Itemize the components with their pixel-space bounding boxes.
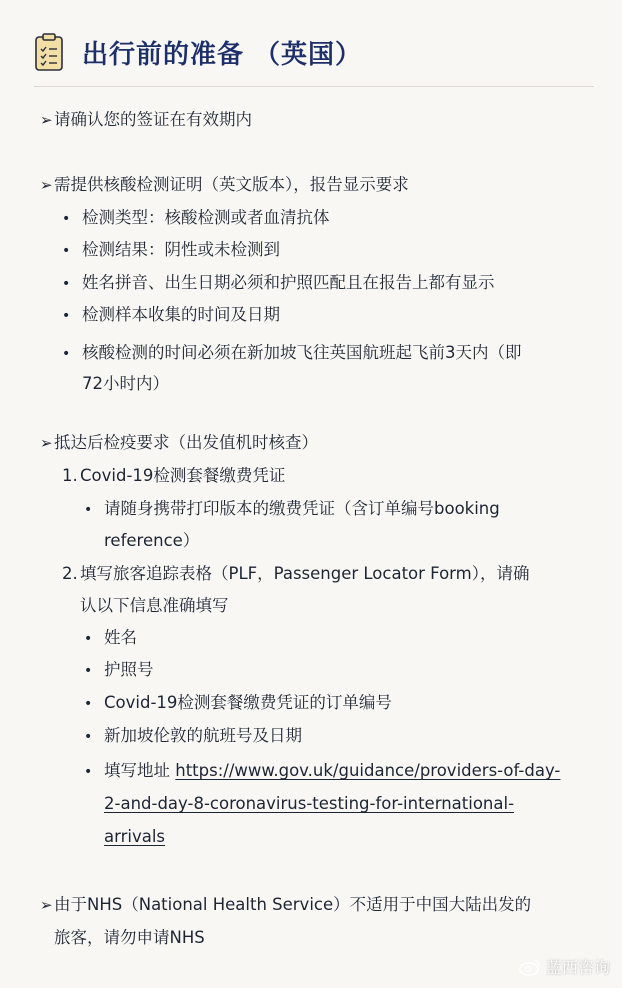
watermark-text: 蓝西咨询: [545, 958, 610, 977]
bullet: •: [62, 308, 71, 324]
bullet: •: [84, 696, 93, 712]
list-item: [62, 273, 495, 294]
arrow-marker: ➢: [40, 111, 53, 129]
list-item: [84, 726, 302, 747]
list-item: [62, 240, 280, 261]
page-title: 出行前的准备 （英国）: [82, 39, 363, 70]
arrow-marker: ➢: [40, 434, 53, 452]
nhs-text-continuation: 旅客，请勿申请NHS: [54, 928, 205, 947]
bullet: •: [62, 211, 71, 227]
list-item-text: 护照号: [104, 660, 154, 679]
plf-link-continuation: [104, 827, 165, 847]
arrival-text: 抵达后检疫要求（出发值机时核查）: [54, 433, 318, 452]
bullet: •: [84, 502, 93, 518]
list-item: [84, 660, 154, 681]
list-item: [62, 343, 522, 364]
item-number: 2.: [62, 564, 78, 583]
list-item: [84, 628, 137, 649]
list-item-text: 检测类型：核酸检测或者血清抗体: [82, 208, 330, 227]
list-item-continuation: 72小时内）: [82, 374, 169, 393]
plf-link[interactable]: arrivals: [104, 827, 166, 846]
item-number: 1.: [62, 466, 78, 485]
address-label: 填写地址: [104, 761, 170, 780]
nhs-notice: [40, 895, 531, 915]
bullet: •: [84, 631, 93, 647]
clipboard-checklist-icon: [34, 32, 64, 72]
weibo-watermark: [519, 955, 610, 978]
bullet: •: [62, 276, 71, 292]
arrival-requirement: [40, 433, 318, 453]
list-item-text: 核酸检测的时间必须在新加坡飞往英国航班起飞前3天内（即: [82, 343, 522, 362]
list-item: [62, 208, 330, 229]
list-item: [84, 499, 500, 520]
item-text: Covid-19检测套餐缴费凭证: [80, 466, 286, 485]
bullet: •: [84, 764, 93, 780]
visa-requirement: [40, 110, 252, 130]
bullet: •: [84, 729, 93, 745]
bullet: •: [84, 663, 93, 679]
numbered-item-1: [62, 466, 285, 486]
header-divider: [34, 86, 594, 87]
list-item: [84, 761, 560, 782]
plf-link-continuation: [104, 794, 514, 814]
plf-link[interactable]: 2-and-day-8-coronavirus-testing-for-international-: [104, 794, 515, 813]
list-item-text: Covid-19检测套餐缴费凭证的订单编号: [104, 693, 392, 712]
list-item-text: 检测样本收集的时间及日期: [82, 305, 280, 324]
list-item-text: 请随身携带打印版本的缴费凭证（含订单编号booking: [104, 499, 500, 518]
list-item: [62, 305, 280, 326]
list-item-text: 检测结果：阴性或未检测到: [82, 240, 280, 259]
bullet: •: [62, 243, 71, 259]
page-header: [34, 30, 362, 74]
arrow-marker: ➢: [40, 176, 53, 194]
visa-text: 请确认您的签证在有效期内: [54, 110, 252, 129]
item-text: 填写旅客追踪表格（PLF，Passenger Locator Form），请确: [80, 564, 530, 583]
bullet: •: [62, 346, 71, 362]
list-item: [84, 693, 392, 714]
list-item-text: 姓名拼音、出生日期必须和护照匹配且在报告上都有显示: [82, 273, 495, 292]
numbered-item-continuation: 认以下信息准确填写: [80, 596, 229, 615]
list-item-text: 新加坡伦敦的航班号及日期: [104, 726, 302, 745]
numbered-item-2: [62, 564, 530, 584]
weibo-icon: [519, 958, 541, 976]
nhs-text: 由于NHS（National Health Service）不适用于中国大陆出发的: [54, 895, 532, 914]
plf-link[interactable]: https://www.gov.uk/guidance/providers-of-day-: [175, 761, 561, 780]
nucleic-test-requirement: [40, 175, 409, 195]
nucleic-test-text: 需提供核酸检测证明（英文版本），报告显示要求: [54, 175, 409, 194]
list-item-continuation: reference）: [104, 531, 200, 550]
list-item-text: 姓名: [104, 628, 137, 647]
arrow-marker: ➢: [40, 896, 53, 914]
